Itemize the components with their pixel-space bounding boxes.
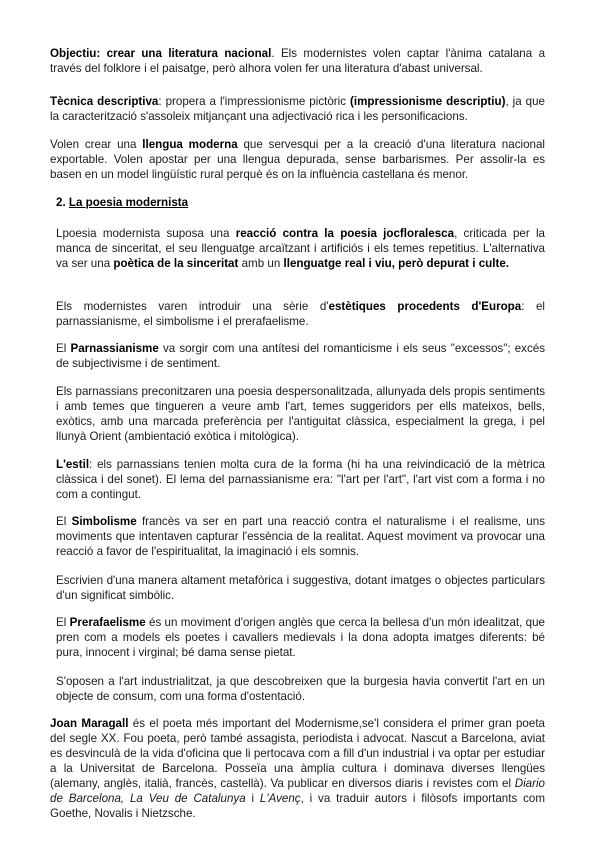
poesia-bold-3: llenguatge real i viu, però depurat i culte. bbox=[283, 257, 509, 270]
objectiu-label: Objectiu: crear una literatura nacional bbox=[50, 47, 272, 60]
paragraph-escrivien bbox=[56, 573, 545, 603]
parnas-bold: Parnassianisme bbox=[70, 342, 159, 355]
section-title: La poesia modernista bbox=[68, 196, 189, 209]
tecnica-text-2: , ja que la caracterització s'assoleix mitjançant una adjectivació rica i les personificacions. bbox=[50, 95, 546, 123]
parnas-text-2: va sorgir com una antítesi del romanticisme i els seus "excessos"; excés de subjectivisme i de sentiment. bbox=[56, 342, 546, 370]
tecnica-bold: (impressionisme descriptiu) bbox=[350, 95, 506, 108]
maragall-italic-1: Diario de Barcelona, La Veu de Catalunya bbox=[50, 777, 545, 805]
preraf-text-2: és un moviment d'origen anglès que cerca la bellesa d'un món idealitzat, que pren com a models els poetes i cavallers medievals i la dona adopta imatges diferents: bé pura, innocent i virginal; bé dama sense pietat. bbox=[56, 616, 546, 659]
maragall-name: Joan Maragall bbox=[50, 717, 129, 730]
poesia-bold-2: poètica de la sinceritat bbox=[113, 257, 239, 270]
objectiu-text: . Els modernistes volen captar l'ànima catalana a través del folklore i el paisatge, però alhora volen fer una literatura d'abast universal. bbox=[50, 47, 546, 75]
paragraph-parnassianisme bbox=[56, 341, 545, 371]
preraf-text-1: El bbox=[56, 616, 70, 629]
poesia-bold-1: reacció contra la poesia jocfloralesca bbox=[235, 227, 455, 240]
estetiques-text-1: Els modernistes varen introduir una sèrie d' bbox=[56, 300, 329, 313]
paragraph-prerafaelisme bbox=[56, 615, 545, 660]
paragraph-oposen bbox=[56, 674, 545, 704]
section-number: 2. bbox=[56, 196, 69, 209]
paragraph-poesia bbox=[56, 226, 545, 271]
parnassians-text: Els parnassians preconitzaren una poesia despersonalitzada, allunyada dels propis sentiments i amb temes que tingueren a veure amb l'art, temes suggeridors per ells mateixos, bells, exòtics, amb una marcada preferència per l'antiguitat clàssica, especialment la grega, i pel llunyà Orient (ambientació exòtica i mitològica). bbox=[56, 385, 545, 443]
simbol-bold: Simbolisme bbox=[71, 515, 137, 528]
estil-label: L'estil bbox=[56, 458, 90, 471]
escrivien-text: Escrivien d'una manera altament metafòrica i suggestiva, dotant imatges o objectes particulars d'un significat simbòlic. bbox=[56, 574, 545, 602]
estil-text: : els parnassians tenien molta cura de la forma (hi ha una reivindicació de la mètrica clàssica i del sonet). El lema del parnassianisme era: "l'art per l'art", l'art vist com a forma i no com a contingut. bbox=[56, 458, 545, 501]
oposen-text: S'oposen a l'art industrialitzat, ja que descobreixen que la burgesia havia convertit l'art en un objecte de consum, com una forma d'ostentació. bbox=[56, 675, 545, 703]
paragraph-estil bbox=[56, 457, 545, 502]
llengua-text-1: Volen crear una bbox=[50, 138, 143, 151]
poesia-text-1: Lpoesia modernista suposa una bbox=[56, 227, 236, 240]
tecnica-label: Tècnica descriptiva bbox=[50, 95, 159, 108]
poesia-text-3: amb un bbox=[238, 257, 284, 270]
tecnica-text-1: : propera a l'impressionisme pictòric bbox=[158, 95, 351, 108]
paragraph-maragall bbox=[50, 716, 545, 821]
paragraph-simbolisme bbox=[56, 514, 545, 559]
paragraph-llengua bbox=[50, 137, 545, 182]
simbol-text-2: francès va ser en part una reacció contra el naturalisme i el realisme, uns moviments que intentaven capturar l'essència de la realitat. Aquest moviment va provocar una reacció a favor de l'espiritualitat, la imaginació i els somnis. bbox=[56, 515, 545, 558]
parnas-text-1: El bbox=[56, 342, 71, 355]
paragraph-objectiu bbox=[50, 46, 545, 76]
maragall-text-3: , i va traduir autors i filòsofs importants com Goethe, Novalis i Nietzsche. bbox=[50, 792, 545, 820]
paragraph-parnassians bbox=[56, 384, 545, 444]
paragraph-estetiques bbox=[56, 299, 545, 329]
maragall-text-2: i bbox=[245, 792, 260, 805]
preraf-bold: Prerafaelisme bbox=[69, 616, 146, 629]
maragall-italic-2: L'Avenç bbox=[259, 792, 301, 805]
estetiques-bold: estètiques procedents d'Europa bbox=[328, 300, 522, 313]
paragraph-tecnica bbox=[50, 94, 545, 124]
estetiques-text-2: : el parnassianisme, el simbolisme i el prerafaelisme. bbox=[56, 300, 546, 328]
simbol-text-1: El bbox=[56, 515, 72, 528]
llengua-bold: llengua moderna bbox=[142, 138, 238, 151]
section-heading-poesia bbox=[56, 195, 356, 210]
llengua-text-2: que servesqui per a la creació d'una literatura nacional exportable. Volen apostar per una llengua depurada, sense barbarismes. Per assolir-la es basen en un model lingüístic rural perquè és on la influència castellana és menor. bbox=[50, 138, 545, 181]
poesia-text-2: , criticada per la manca de sinceritat, el seu llenguatge arcaïtzant i artificiós i els temes repetitius. L'alternativa va ser una bbox=[56, 227, 545, 270]
maragall-text-1: és el poeta més important del Modernisme,se'l considera el primer gran poeta del segle XX. Fou poeta, però també assagista, periodista i advocat. Nascut a Barcelona, aviat es desvinculà de la vida d'oficina que li pertocava com a fill d'un industrial i va optar per estudiar a la Universitat de Barcelona. Posseïa una àmplia cultura i dominava diverses llengües (alemany, anglès, italià, francès, castellà). Va publicar en diversos diaris i revistes com el bbox=[50, 717, 545, 790]
